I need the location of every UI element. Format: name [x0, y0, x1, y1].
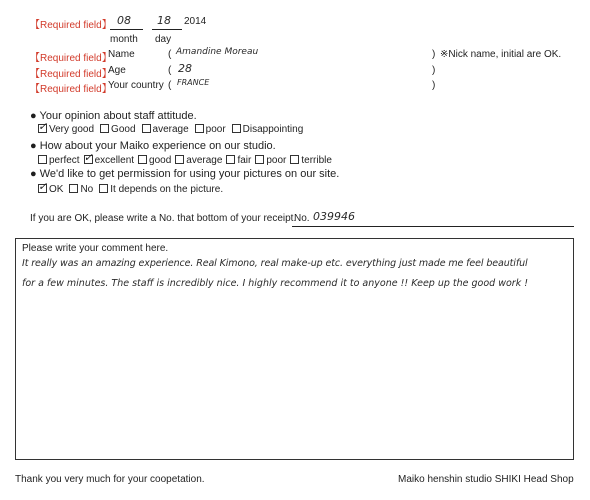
checkmark-icon: ✓ [83, 152, 93, 164]
q2-option[interactable] [175, 155, 222, 166]
comment-prompt: Please write your comment here. [22, 243, 169, 254]
checkbox[interactable] [195, 124, 204, 133]
question-picture-permission: ● We'd like to get permission for using your pictures on our site. [30, 168, 340, 180]
checkbox[interactable] [255, 155, 264, 164]
country-open-paren: ( [168, 80, 172, 91]
q2-option[interactable] [38, 155, 80, 166]
checkbox[interactable] [38, 121, 48, 133]
option-label: good [149, 155, 172, 166]
q3-option[interactable] [99, 184, 223, 195]
footer-shop: Maiko henshin studio SHIKI Head Shop [398, 474, 574, 485]
checkbox[interactable] [290, 155, 299, 164]
option-label: excellent [94, 155, 135, 166]
month-label: month [110, 34, 138, 45]
age-value[interactable]: 28 [178, 62, 192, 75]
staff-attitude-options [38, 121, 309, 135]
age-close-paren: ) [432, 65, 436, 76]
option-label: No [80, 184, 94, 195]
day-label: day [155, 34, 172, 45]
checkbox[interactable] [99, 184, 108, 193]
q2-option[interactable] [290, 155, 332, 166]
checkbox[interactable] [142, 124, 151, 133]
name-value[interactable]: Amandine Moreau [176, 47, 259, 57]
country-label: Your country [108, 80, 164, 91]
q1-option[interactable] [142, 124, 189, 135]
q1-option[interactable] [232, 124, 304, 135]
checkbox[interactable] [100, 124, 109, 133]
checkbox[interactable] [38, 155, 47, 164]
checkbox[interactable] [138, 155, 147, 164]
checkmark-icon: ✓ [38, 121, 48, 133]
option-label: Very good [49, 124, 95, 135]
option-label: fair [237, 155, 252, 166]
option-label: terrible [301, 155, 332, 166]
q2-option[interactable] [255, 155, 286, 166]
picture-permission-options [38, 181, 229, 195]
checkbox[interactable] [38, 181, 48, 193]
q2-option[interactable] [83, 152, 135, 166]
q3-option[interactable] [38, 181, 64, 195]
checkbox[interactable] [175, 155, 184, 164]
country-value[interactable]: FRANCE [177, 78, 210, 87]
receipt-no-label: No. [294, 213, 310, 224]
month-underline [110, 29, 143, 30]
q1-option[interactable] [100, 124, 135, 135]
month-value[interactable]: 08 [117, 14, 131, 27]
age-label: Age [108, 65, 126, 76]
receipt-underline [292, 226, 574, 227]
comment-line-1[interactable]: It really was an amazing experience. Real Kimono, real make-up etc. everything just made me feel beautiful [22, 258, 528, 269]
option-label: poor [266, 155, 287, 166]
option-label: Good [111, 124, 136, 135]
maiko-experience-options [38, 152, 336, 166]
name-required-label: 【Required field】 [30, 53, 112, 64]
q2-option[interactable] [138, 155, 171, 166]
date-required-label: 【Required field】 [30, 20, 112, 31]
country-required-label: 【Required field】 [30, 84, 112, 95]
day-underline [152, 29, 182, 30]
option-label: Disappointing [242, 124, 304, 135]
option-label: average [186, 155, 223, 166]
option-label: It depends on the picture. [110, 184, 224, 195]
option-label: average [152, 124, 189, 135]
age-open-paren: ( [168, 65, 172, 76]
q3-option[interactable] [69, 184, 93, 195]
receipt-number[interactable]: 039946 [313, 210, 355, 223]
option-label: poor [205, 124, 226, 135]
question-maiko-experience: ● How about your Maiko experience on our studio. [30, 140, 276, 152]
option-label: OK [49, 184, 64, 195]
option-label: perfect [49, 155, 80, 166]
comment-box[interactable] [15, 238, 574, 460]
year-value[interactable]: 2014 [184, 16, 207, 27]
question-staff-attitude: ● Your opinion about staff attitude. [30, 110, 197, 122]
checkmark-icon: ✓ [38, 181, 48, 193]
checkbox[interactable] [226, 155, 235, 164]
checkbox[interactable] [83, 152, 93, 164]
q2-option[interactable] [226, 155, 251, 166]
name-close-paren: ) [432, 49, 436, 60]
receipt-prompt: If you are OK, please write a No. that bottom of your receipt. [30, 213, 297, 224]
q1-option[interactable] [38, 121, 95, 135]
checkbox[interactable] [232, 124, 241, 133]
age-required-label: 【Required field】 [30, 69, 112, 80]
name-label: Name [108, 49, 135, 60]
checkbox[interactable] [69, 184, 78, 193]
footer-thanks: Thank you very much for your coopetation. [15, 474, 205, 485]
name-open-paren: ( [168, 49, 172, 60]
country-close-paren: ) [432, 80, 436, 91]
day-value[interactable]: 18 [157, 14, 171, 27]
nickname-note: ※Nick name, initial are OK. [440, 49, 562, 60]
comment-line-2[interactable]: for a few minutes. The staff is incredibly nice. I highly recommend it to anyone !! Keep up the good work ! [22, 278, 529, 289]
q1-option[interactable] [195, 124, 226, 135]
